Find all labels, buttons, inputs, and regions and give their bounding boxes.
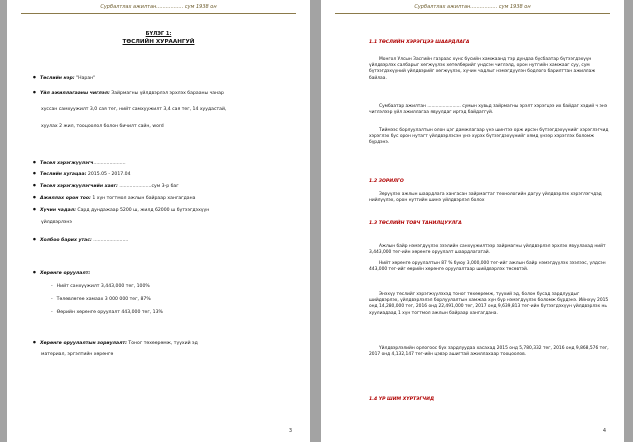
item-label: Төсөл хэрэгжүүлэгч (39, 161, 94, 166)
staff-item (33, 195, 195, 201)
item-value: "Наран" (74, 76, 96, 81)
document-page-left (7, 0, 310, 442)
page-header: Сурбалтлах ажилтан................. сум 1938 он (100, 4, 217, 10)
paragraph: Энэхүү төслийг хэрэгжүүлэхэд тоног төхөөрөмж, түүхий эд, болон бусад зардлуудыг шийдвэрлэх, үйлдвэрлэлэл борлуулалтын хамжаа хүн бүр нэмэгдүүлэх боломж бүрдэнэ. Ийнхүү 2015 онд 14,280,000 тег, 2016 онд 22,491,000 тег, 2017 онд 9,639,813 тег-ийн бүтээгдэхүүн үйлдвэрлэх нь хуулиадаад 1 хүн тогтмол ажлын байраар хангагдана. (369, 292, 609, 316)
item-value: 1 хүн тогтмол ажлын байраар хангагдана (90, 196, 196, 201)
item-label: Төсөл хэрэгжүүлэгчийн хаяг: (39, 184, 118, 189)
use-line-2: материал, эргэлтийн хөрөнгө (41, 352, 114, 357)
page-header: Сурбалтлах ажилтан................. сум 1938 он (414, 4, 531, 10)
financing-line: - Төлөвлөгөө хамаах 3 000 000 тег, 87% (51, 297, 151, 302)
implementer-item (33, 160, 126, 166)
financing-line: - Нийт санхүүжилт 3,443,000 тег, 100% (51, 284, 150, 289)
item-value: Сард дундажаар 5200 ш, жилд 62000 ш бүтээгдэхүүн (75, 208, 210, 213)
item-label: Хүчин чадал: (39, 208, 76, 213)
section-heading-need: 1.1 ТӨСЛИЙН ХЭРЭГЦЭЭ ШААРДЛАГА (369, 40, 470, 45)
page-number: 3 (288, 428, 292, 434)
chapter-title: ТӨСЛИЙН ХУРААНГУЙ (122, 39, 195, 45)
paragraph: Сумбаатар ажилтан ........................ сумын хувьд зайрмагны эрэлт хэрэгцээ их байдаг хэдий ч энэ чиглэлээр үйл ажиллагаа явуулдаг иргэд байдаггүй. (369, 104, 608, 116)
item-label: Үйл ажиллагааны чиглэл: (39, 91, 110, 96)
paragraph: Тиймээс борлуулалтын олон цэг дамжлагаар үнэ шинтээ орж ирсэн бүтээгдэхүүнийг хэрэглэгчид хэрэглэх бус орон нутагт үйлдвэрлэсэн үнэ хүрэх бүтээгдэхүүнийг хямд үнээр хэрэглэх боломж бүрдэнэ. (369, 128, 609, 146)
duration-item (33, 171, 131, 177)
item-label: Ажиллах орон тоо: (39, 196, 91, 201)
chapter-label: БҮЛЭГ 1: (145, 31, 172, 37)
section-heading-beneficiaries: 1.4 ҮР ШИМ ХҮРТЭГЧИД (369, 397, 435, 402)
use-item (33, 340, 198, 346)
item-value: ...................... (93, 161, 126, 166)
page-number: 4 (602, 428, 606, 434)
section-heading-goal: 1.2 ЗОРИЛГО (369, 179, 404, 184)
section-heading-summary: 1.3 ТӨСЛИЙН ТОВЧ ТАНИЛЦУУЛГА (369, 221, 462, 226)
header-rule (21, 13, 296, 14)
header-rule (335, 13, 610, 14)
item-value: ......................сум 3-р баг (117, 184, 179, 189)
item-label: Төслийн хугацаа: (39, 172, 87, 177)
financing-line: - Өөрийн хөрөнгө оруулалт 443,000 тег, 13% (51, 310, 163, 315)
item-value: 2015.05 - 2017.04 (86, 172, 131, 177)
document-page-right (321, 0, 624, 442)
address-item (33, 183, 179, 189)
activity-item (33, 90, 224, 96)
paragraph: Үйлдвэрлэлийн орлогоос бүх зардлуудаа хасахад 2015 онд 5,780,332 тег, 2016 онд 9,868,576 тег, 2017 онд 4,132,147 тег-ийн цэвэр ашигтай ажиллахаар тооцоолов. (369, 346, 609, 358)
item-value: Зайрмагны үйлдвэрлэл эрхлэх барааны чанар (109, 91, 224, 96)
item-value: ........................ (91, 238, 129, 243)
paragraph: Нийт хөрөнгө оруулалтын 87 % буюу 3,000,000 тег-ийг ажлын байр нэмэгдүүлэх зээлээс, үлдсэн 443,000 тег-ийг өөрийн хөрөнгө оруулалтаар шийдвэрлэх төсөвтэй. (369, 261, 606, 273)
item-label: Хөрөнгө оруулалтын зориулалт: (39, 341, 127, 346)
paragraph: Ажлын байр нэмэгдүүлэх зээлийн санхүүжилтээр зайрмагны үйлдвэрлэл эрхлэх явуулахад нийт 3,443,000 тег-ийн хөрөнгө оруулалт шаардлагатай. (369, 244, 606, 256)
activity-line-3: хуулах 2 жил, тооцоолол болон бичилт сайн, word (41, 124, 164, 129)
capacity-item (33, 207, 209, 213)
project-name-item (33, 75, 95, 81)
contact-item (33, 237, 128, 243)
item-label: Холбоо барих утас: (39, 238, 92, 243)
capacity-line-2: үйлдвэрлэнэ (41, 220, 72, 225)
activity-line-2: хуссан самхуужилт 3,0 сая тег, нийт самхуужилт 3,4 сая тег, 14 хуудастай, (41, 107, 227, 112)
item-value: Тоног төхөөрөмж, түүхий эд (126, 341, 198, 346)
item-label: Төслийн нэр: (39, 76, 75, 81)
paragraph: Зөрүүлэх ажлын шаардлага хангасан зайрмагтаг технологийн дагуу үйлдвэрлэх хэрэглэгчдэд нийлүүлэх, орон нутгийн шинэ үйлдвэрлэл болох (369, 192, 602, 204)
paragraph: Монгол Улсын Засгийн газраас хүнс бүсийн хамжаанд тэр дундаа бүсбаатар бүтээгдэхүүн үйлдвэрлэх салбарыг хөгжүүлэх хөтөлбөрийг үндсэн чиглэлд, орон нутгийн хамжааг суу, сум бүтээгдэхүүний үйлдвэрийг хөгжүүлэх, хүчин чадлыг нэмэгдүүлэн бодлого барилттан ажиллаж байлаа. (369, 57, 596, 81)
financing-label: ● Хөрөнгө оруулалт: (33, 270, 90, 276)
